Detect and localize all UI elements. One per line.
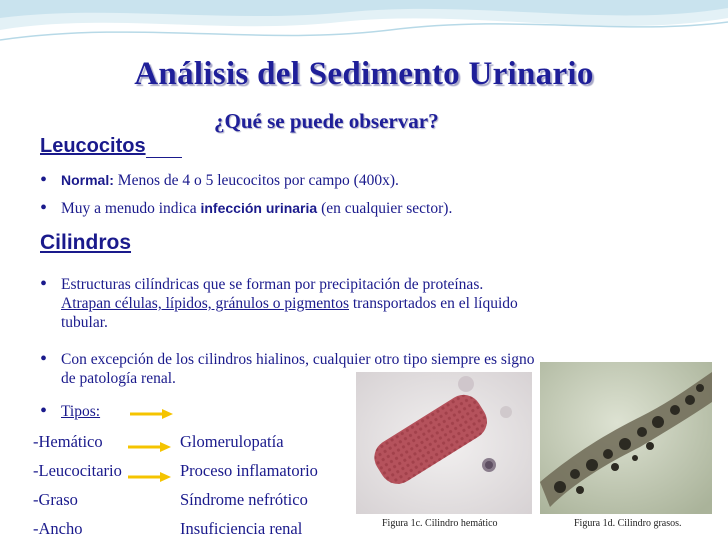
header-wave-decoration xyxy=(0,0,728,60)
slide-title: Análisis del Sedimento Urinario xyxy=(134,56,594,92)
cilindros-heading: Cilindros xyxy=(40,231,132,254)
bullet-icon: • xyxy=(40,169,48,191)
bullet-icon: • xyxy=(40,400,48,422)
slide-subtitle: ¿Qué se puede observar? xyxy=(214,109,439,133)
figure-caption-right: Figura 1d. Cilindro grasos. xyxy=(574,518,682,529)
bullet-icon: • xyxy=(40,197,48,219)
micrograph-fatty-cast xyxy=(540,362,712,514)
arrow-right-icon xyxy=(130,408,174,420)
bullet-icon: • xyxy=(40,348,48,370)
micrograph-hematic-cast xyxy=(356,372,532,514)
bullet-icon: • xyxy=(40,273,48,295)
leucocitos-heading: Leucocitos xyxy=(40,135,182,158)
figure-caption-left: Figura 1c. Cilindro hemático xyxy=(382,518,498,529)
arrow-right-icon xyxy=(128,441,172,453)
arrow-right-icon xyxy=(128,471,172,483)
